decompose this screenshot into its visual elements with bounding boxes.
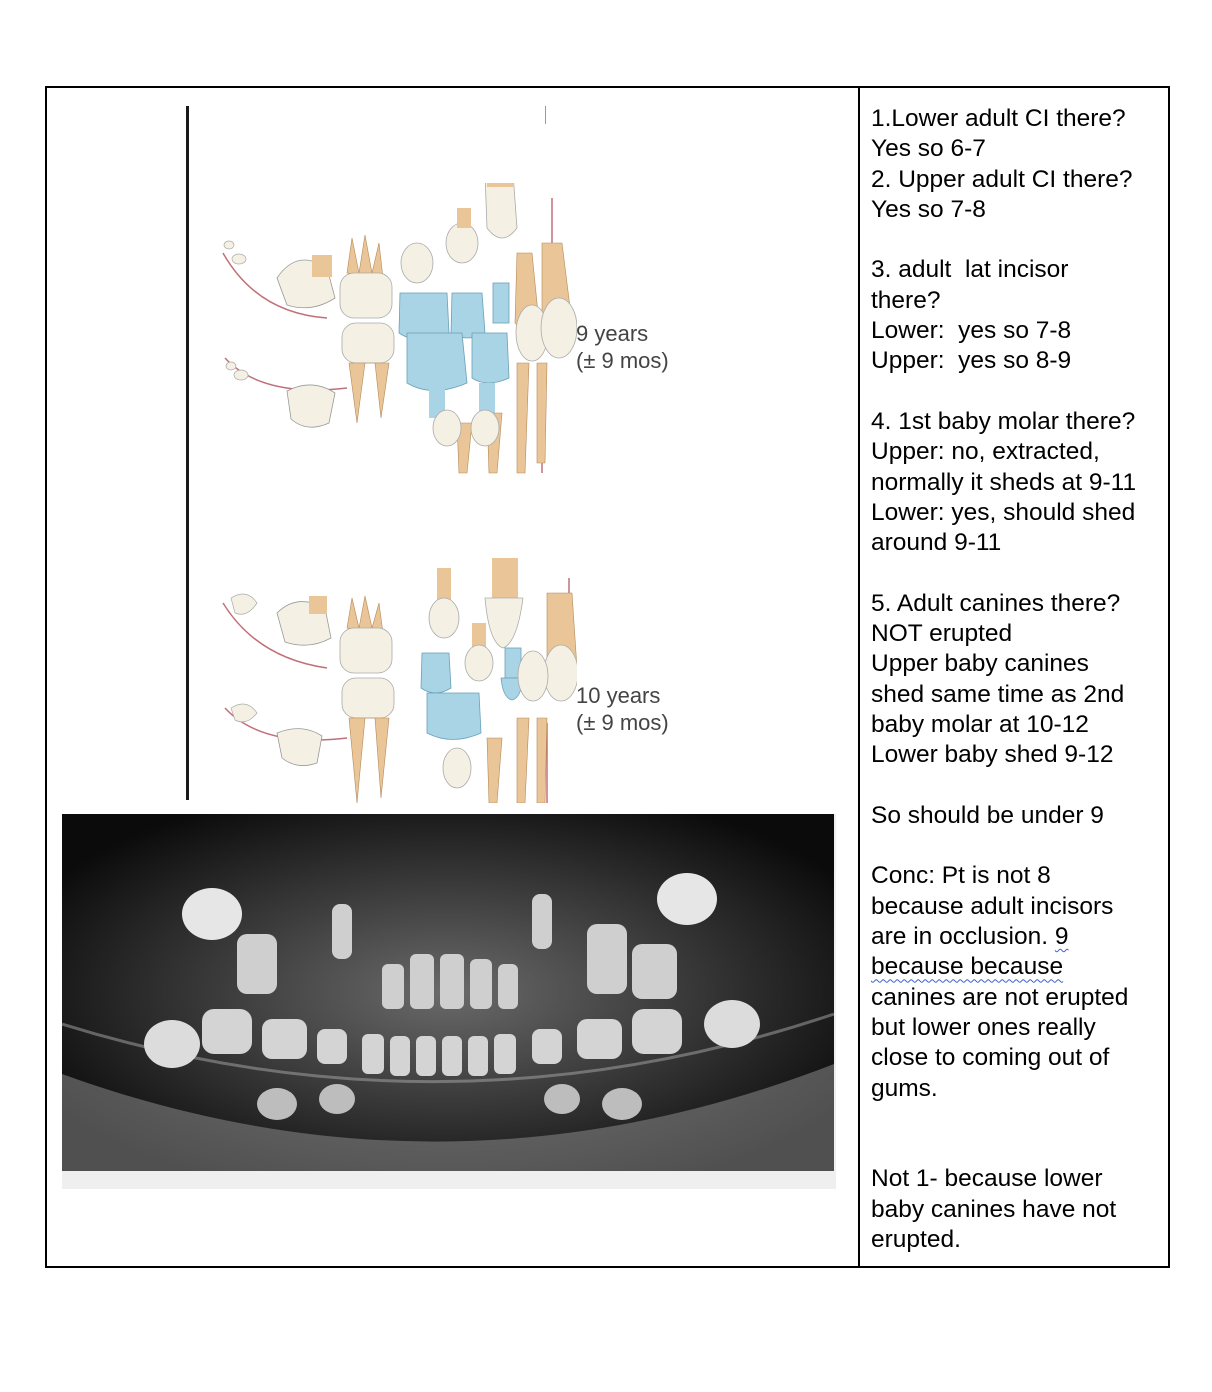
exclusion-line-2: baby canines have not: [871, 1195, 1117, 1223]
age-range-text: (± 9 mos): [576, 710, 669, 735]
conclusion-line-5: canines are not erupted: [871, 983, 1129, 1011]
question-5-line-1: NOT erupted: [871, 620, 1013, 648]
age-label-text: 10 years: [576, 683, 661, 708]
question-1: 1.Lower adult CI there?: [871, 105, 1126, 132]
question-4-upper: Upper: no, extracted,: [871, 438, 1100, 466]
column-divider: [858, 88, 860, 1266]
exclusion-line-1: Not 1- because lower: [871, 1165, 1103, 1193]
xray-image: [62, 814, 834, 1171]
question-5-line-4: baby molar at 10-12: [871, 710, 1089, 738]
conclusion-line-8: gums.: [871, 1074, 938, 1102]
chart-tick-mark: [545, 106, 546, 124]
document-table: [45, 86, 1170, 1268]
conclusion-line-4: [871, 952, 1167, 982]
question-2-answer: Yes so 7-8: [871, 195, 986, 223]
question-2: 2. Upper adult CI there?: [871, 165, 1133, 193]
conclusion-line-3: [871, 922, 1167, 952]
question-1-answer: Yes so 6-7: [871, 135, 986, 163]
question-3-cont: there?: [871, 286, 941, 314]
question-3-lower: Lower: yes so 7-8: [871, 317, 1072, 345]
question-5-line-3: shed same time as 2nd: [871, 680, 1125, 708]
question-5-line-5: Lower baby shed 9-12: [871, 741, 1114, 769]
conclusion-line-2: because adult incisors: [871, 892, 1114, 920]
dental-chart-9-years: [217, 183, 577, 493]
spellcheck-flag-text: because because: [871, 953, 1064, 981]
chart-border-line: [186, 106, 189, 800]
question-5: 5. Adult canines there?: [871, 589, 1121, 617]
conclusion-line-3-text: are in occlusion.: [871, 923, 1055, 951]
analysis-notes: [871, 104, 1167, 1255]
conclusion-line-1: Conc: Pt is not 8: [871, 862, 1051, 890]
question-4-lower-cont: around 9-11: [871, 529, 1002, 557]
age-label-10-years: [576, 682, 669, 736]
age-label-text: 9 years: [576, 321, 649, 346]
question-4-lower: Lower: yes, should shed: [871, 498, 1136, 526]
figure-cell: [47, 88, 858, 1266]
conclusion-line-6: but lower ones really: [871, 1013, 1096, 1041]
panoramic-xray: [62, 814, 834, 1171]
question-3: 3. adult lat incisor: [871, 256, 1069, 284]
age-range-text: (± 9 mos): [576, 348, 669, 373]
question-5-line-2: Upper baby canines: [871, 650, 1089, 678]
panoramic-xray-frame: [62, 814, 836, 1189]
question-4: 4. 1st baby molar there?: [871, 407, 1136, 435]
dental-chart-10-years: [217, 558, 577, 803]
age-label-9-years: [576, 320, 669, 374]
exclusion-line-3: erupted.: [871, 1225, 961, 1253]
question-4-upper-cont: normally it sheds at 9-11: [871, 468, 1137, 496]
spellcheck-flag: 9: [1054, 923, 1069, 951]
question-3-upper: Upper: yes so 8-9: [871, 347, 1072, 375]
summary-line: So should be under 9: [871, 801, 1104, 829]
conclusion-line-7: close to coming out of: [871, 1044, 1110, 1072]
